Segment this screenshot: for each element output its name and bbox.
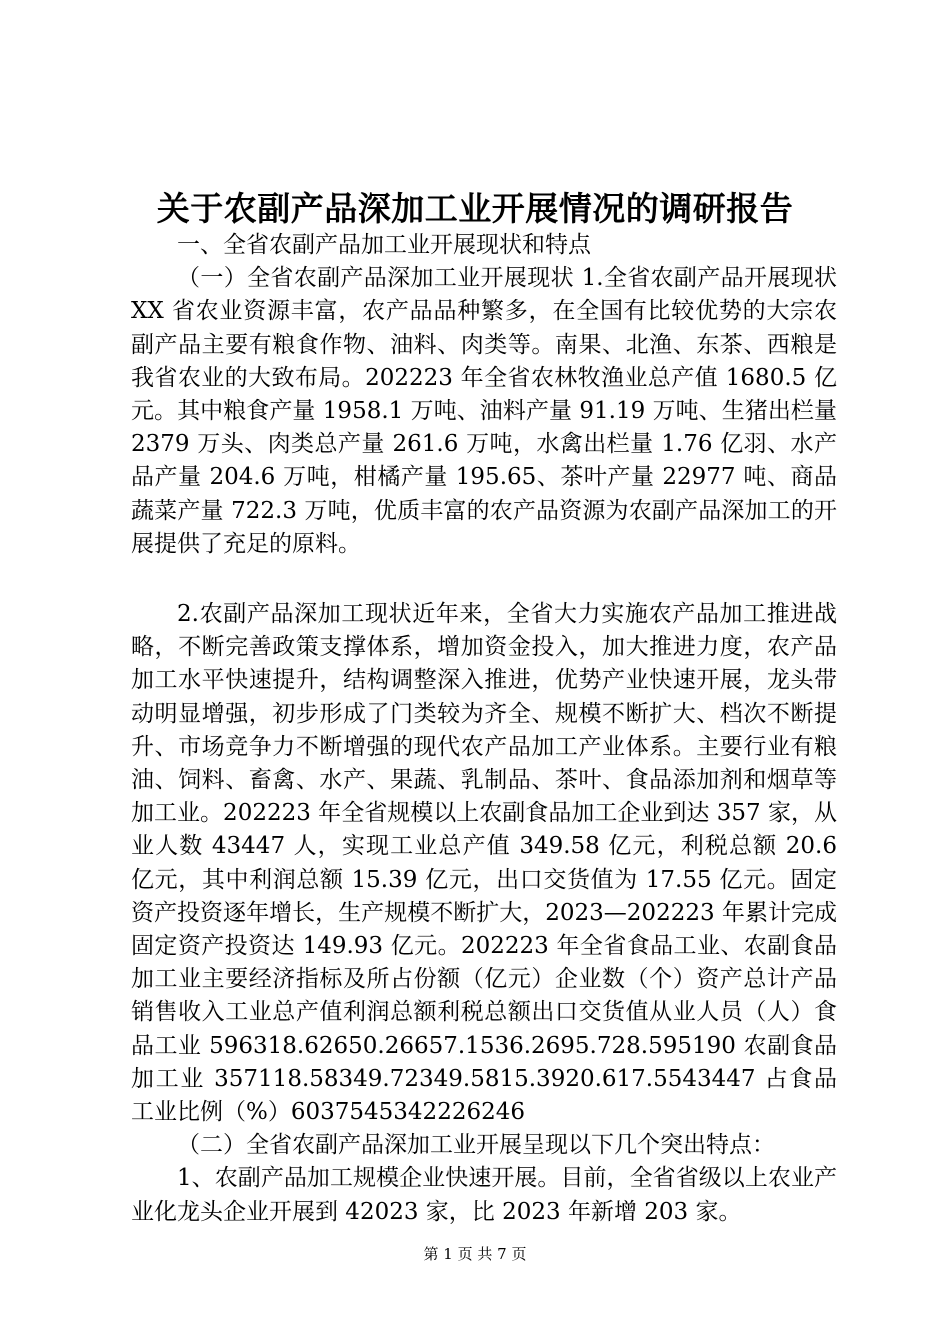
document-title: 关于农副产品深加工业开展情况的调研报告 — [156, 189, 794, 228]
section-heading: 一、全省农副产品加工业开展现状和特点 — [177, 232, 591, 258]
paragraph: （一）全省农副产品深加工业开展现状 1.全省农副产品开展现状 XX 省农业资源丰富，农产品品种繁多，在全国有比较优势的大宗农副产品主要有粮食作物、油料、肉类等。南果、北渔、东茶、西粮是我省农业的大致布局。202223 年全省农林牧渔业总产值 1680.5 亿元。其中粮食产量 1958.1 万吨、油料产量 91.19 万吨、生猪出栏量 2379 万头、肉类总产量 261.6 万吨，水禽出栏量 1.76 亿羽、水产品产量 204.6 万吨，柑橘产量 195.65、茶叶产量 22977 吨、商品蔬菜产量 722.3 万吨，优质丰富的农产品资源为农副产品深加工的开展提供了充足的原料。 — [131, 265, 837, 557]
paragraph: 2.农副产品深加工现状近年来，全省大力实施农产品加工推进战略，不断完善政策支撑体系，增加资金投入，加大推进力度，农产品加工水平快速提升，结构调整深入推进，优势产业快速开展，龙头带动明显增强，初步形成了门类较为齐全、规模不断扩大、档次不断提升、市场竞争力不断增强的现代农产品加工产业体系。主要行业有粮油、饲料、畜禽、水产、果蔬、乳制品、茶叶、食品添加剂和烟草等加工业。202223 年全省规模以上农副食品加工企业到达 357 家，从业人数 43447 人，实现工业总产值 349.58 亿元，利税总额 20.6 亿元，其中利润总额 15.39 亿元，出口交货值为 17.55 亿元。固定资产投资逐年增长，生产规模不断扩大，2023—202223 年累计完成固定资产投资达 149.93 亿元。202223 年全省食品工业、农副食品加工业主要经济指标及所占份额（亿元）企业数（个）资产总计产品销售收入工业总产值利润总额利税总额出口交货值从业人员（人）食品工业 596318.62650.26657.1536.2695.728.595190 农副食品加工业 357118.58349.72349.5815.3920.617.5543447 占食品工业比例（%）6037545342226246 — [131, 601, 837, 1126]
subsection-heading: （二）全省农副产品深加工业开展呈现以下几个突出特点： — [177, 1132, 775, 1159]
document-body — [131, 229, 837, 1229]
paragraph: 1、农副产品加工规模企业快速开展。目前，全省省级以上农业产业化龙头企业开展到 42023 家，比 2023 年新增 203 家。 — [131, 1165, 837, 1225]
page-number: 第 1 页 共 7 页 — [423, 1245, 527, 1263]
